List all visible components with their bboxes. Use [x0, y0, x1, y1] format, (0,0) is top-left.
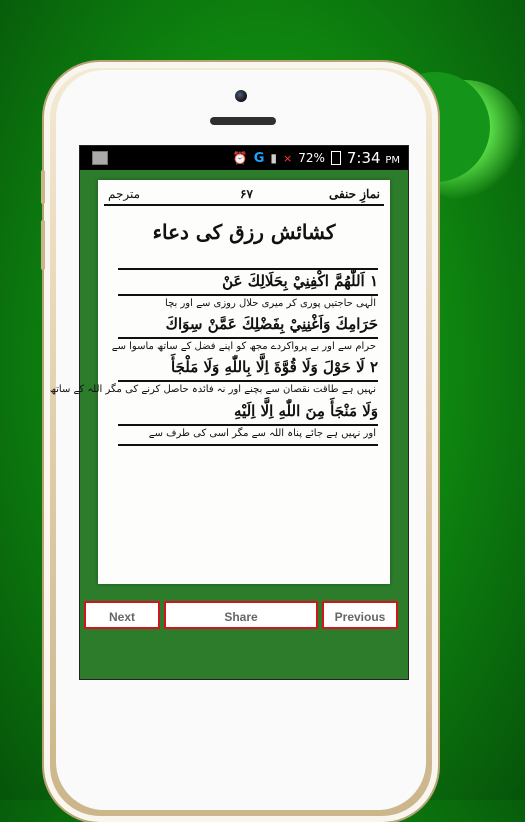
- page-header: [104, 186, 384, 206]
- clock-time: 7:34 PM: [346, 149, 400, 167]
- front-camera-icon: [235, 90, 247, 102]
- status-icons: [233, 149, 400, 167]
- divider: [118, 380, 378, 382]
- arabic-line: وَلَا مَنْجَأَ مِنَ اللّٰهِ اِلَّا اِلَيْهِ: [234, 402, 378, 420]
- navigation-buttons: [84, 601, 404, 631]
- status-bar: [80, 146, 408, 170]
- share-button[interactable]: Share: [164, 601, 318, 629]
- alarm-clock-icon: ⏰: [232, 151, 248, 165]
- phone-side-button: [41, 170, 45, 204]
- network-type-icon: G: [253, 150, 265, 166]
- divider: [118, 294, 378, 296]
- app-screen: [49, 145, 409, 680]
- arabic-line: حَرَامِكَ وَاَغْنِنِيْ بِفَضْلِكَ عَمَّنْ سِوَاكَ: [165, 315, 378, 333]
- previous-button[interactable]: Previous: [322, 601, 398, 629]
- urdu-line: نہیں ہے طاقت نقصان سے بچنے اور نہ فائدہ حاصل کرنے کی مگر اللہ کے ساتھ: [49, 384, 376, 395]
- header-left-text: مترجم: [108, 187, 141, 201]
- divider: [118, 424, 378, 426]
- divider: [118, 337, 378, 339]
- next-button[interactable]: Next: [84, 601, 160, 629]
- arabic-line: ١ اَللّٰهُمَّ اكْفِنِيْ بِحَلَالِكَ عَنْ: [222, 272, 378, 290]
- battery-percent: 72%: [298, 151, 325, 165]
- divider: [118, 444, 378, 446]
- signal-icon: ▮: [270, 151, 277, 165]
- notification-image-icon: [92, 151, 108, 165]
- urdu-line: الٰہی حاجتیں پوری کر میری حلال روزی سے اور بچا: [165, 298, 376, 309]
- page-number: ۶۷: [240, 187, 253, 201]
- no-sim-icon: ×: [282, 151, 293, 165]
- arabic-line: ٢ لَا حَوْلَ وَلَا قُوَّةَ اِلَّا بِاللّٰهِ وَلَا مَلْجَأَ: [171, 358, 378, 376]
- phone-volume-button: [41, 220, 45, 270]
- divider: [118, 268, 378, 270]
- header-right-text: نمازِ حنفی: [328, 187, 380, 201]
- urdu-line: حرام سے اور بے پرواکردے مجھ کو اپنے فضل کے ساتھ ماسوا سے: [111, 341, 376, 352]
- battery-icon: [331, 151, 341, 165]
- urdu-line: اور نہیں ہے جائے پناہ اللہ سے مگر اسی کی طرف سے: [148, 428, 376, 439]
- page-title: کشائش رزق کی دعاء: [152, 220, 336, 244]
- book-page-image: [49, 180, 390, 584]
- earpiece-speaker: [210, 117, 276, 125]
